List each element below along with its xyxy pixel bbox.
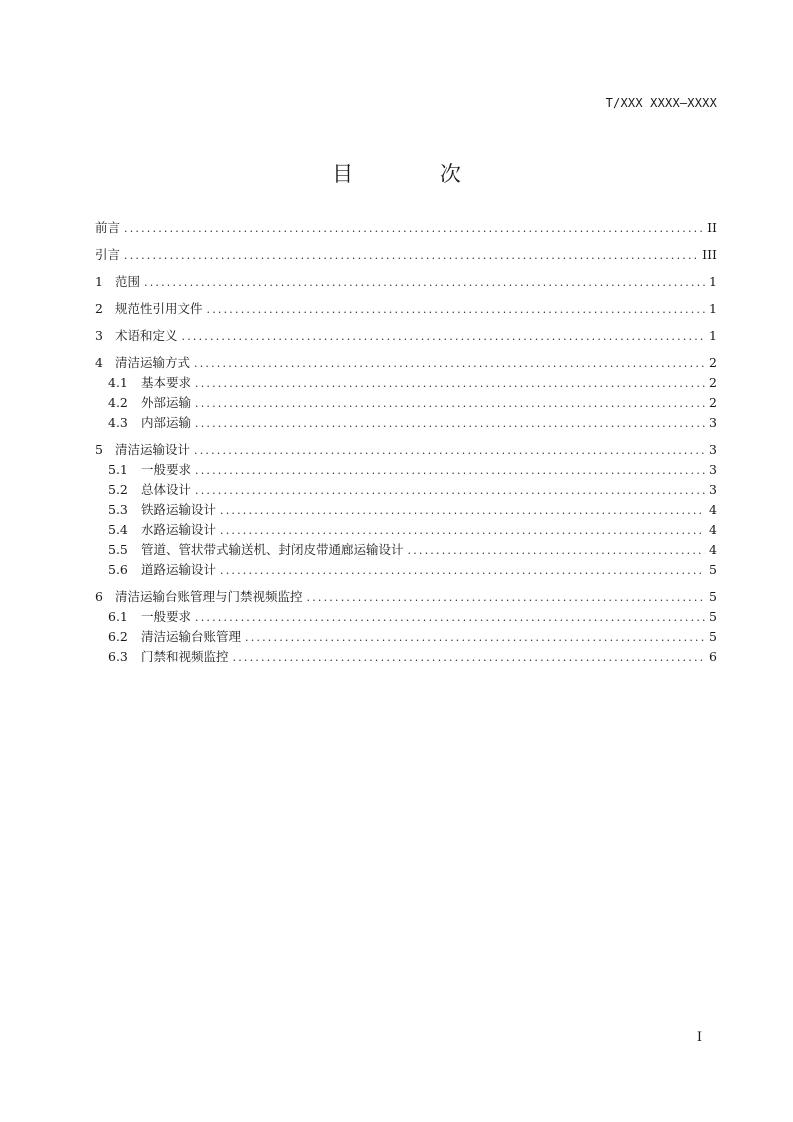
dot-leader — [194, 354, 705, 374]
dot-leader — [220, 521, 705, 541]
toc-entry-page: II — [707, 220, 717, 235]
dot-leader — [195, 481, 705, 501]
toc-entry-label: 内部运输 — [141, 415, 192, 430]
toc-entry-page: 3 — [709, 482, 717, 497]
toc-entry-5[interactable] — [95, 440, 717, 460]
toc-entry-6-2[interactable] — [95, 627, 717, 647]
toc-entry-number: 4.1 — [108, 375, 128, 390]
toc-entry-label: 前言 — [95, 220, 121, 235]
toc-entry-page: 3 — [709, 442, 717, 457]
toc-entry-page: 2 — [709, 395, 717, 410]
toc-entry-label: 外部运输 — [141, 395, 192, 410]
toc-entry-page: 5 — [709, 562, 717, 577]
toc-entry-5-5[interactable] — [95, 540, 717, 560]
toc-entry-number: 1 — [95, 274, 103, 289]
toc-entry-label: 铁路运输设计 — [141, 502, 217, 517]
toc-entry-preface[interactable] — [95, 218, 717, 238]
toc-entry-5-1[interactable] — [95, 460, 717, 480]
toc-entry-page: 4 — [709, 502, 717, 517]
toc-entry-label: 清洁运输方式 — [115, 355, 191, 370]
toc-entry-number: 6 — [95, 589, 103, 604]
dot-leader — [220, 501, 705, 521]
toc-entry-5-3[interactable] — [95, 500, 717, 520]
toc-entry-page: 1 — [709, 301, 717, 316]
toc-entry-4-1[interactable] — [95, 373, 717, 393]
toc-entry-number: 5.1 — [108, 462, 128, 477]
toc-entry-4-2[interactable] — [95, 393, 717, 413]
document-code: T/XXX XXXX—XXXX — [605, 96, 717, 110]
toc-entry-label: 范围 — [115, 274, 141, 289]
toc-entry-6-3[interactable] — [95, 647, 717, 667]
toc-entry-label: 一般要求 — [141, 462, 192, 477]
toc-entry-number: 6.3 — [108, 649, 128, 664]
toc-entry-5-6[interactable] — [95, 560, 717, 580]
toc-entry-label: 道路运输设计 — [141, 562, 217, 577]
toc-entry-page: 6 — [709, 649, 717, 664]
dot-leader — [233, 648, 705, 668]
toc-entry-label: 清洁运输台账管理与门禁视频监控 — [115, 589, 303, 604]
toc-entry-label: 术语和定义 — [115, 328, 178, 343]
toc-entry-label: 一般要求 — [141, 609, 192, 624]
toc-entry-label: 管道、管状带式输送机、封闭皮带通廊运输设计 — [141, 542, 404, 557]
toc-entry-6-1[interactable] — [95, 607, 717, 627]
dot-leader — [124, 246, 698, 266]
dot-leader — [220, 561, 705, 581]
toc-entry-number: 5.5 — [108, 542, 128, 557]
toc-entry-page: III — [702, 247, 717, 262]
dot-leader — [307, 588, 705, 608]
dot-leader — [182, 327, 705, 347]
toc-entry-3[interactable] — [95, 326, 717, 346]
toc-entry-page: 5 — [709, 589, 717, 604]
toc-entry-page: 4 — [709, 542, 717, 557]
dot-leader — [194, 441, 705, 461]
dot-leader — [195, 608, 705, 628]
toc-entry-label: 基本要求 — [141, 375, 192, 390]
toc-entry-number: 4.2 — [108, 395, 128, 410]
toc-entry-page: 2 — [709, 375, 717, 390]
table-of-contents — [95, 218, 717, 667]
toc-entry-6[interactable] — [95, 587, 717, 607]
dot-leader — [408, 541, 705, 561]
dot-leader — [207, 300, 705, 320]
dot-leader — [144, 273, 705, 293]
toc-entry-label: 门禁和视频监控 — [141, 649, 229, 664]
toc-entry-number: 3 — [95, 328, 103, 343]
toc-entry-page: 2 — [709, 355, 717, 370]
toc-entry-label: 清洁运输设计 — [115, 442, 191, 457]
toc-entry-label: 引言 — [95, 247, 121, 262]
toc-entry-label: 水路运输设计 — [141, 522, 217, 537]
dot-leader — [195, 394, 705, 414]
toc-entry-label: 总体设计 — [141, 482, 192, 497]
toc-entry-number: 5.2 — [108, 482, 128, 497]
dot-leader — [245, 628, 705, 648]
toc-entry-4-3[interactable] — [95, 413, 717, 433]
toc-entry-number: 5.6 — [108, 562, 128, 577]
toc-entry-label: 清洁运输台账管理 — [141, 629, 242, 644]
dot-leader — [195, 461, 705, 481]
toc-entry-number: 4.3 — [108, 415, 128, 430]
toc-title: 目 次 — [332, 162, 501, 186]
toc-entry-number: 2 — [95, 301, 103, 316]
toc-entry-5-4[interactable] — [95, 520, 717, 540]
toc-entry-page: 5 — [709, 609, 717, 624]
toc-entry-page: 5 — [709, 629, 717, 644]
toc-entry-page: 1 — [709, 274, 717, 289]
toc-entry-4[interactable] — [95, 353, 717, 373]
toc-entry-number: 6.2 — [108, 629, 128, 644]
toc-entry-number: 6.1 — [108, 609, 128, 624]
toc-entry-label: 规范性引用文件 — [115, 301, 203, 316]
dot-leader — [195, 374, 705, 394]
toc-entry-page: 3 — [709, 415, 717, 430]
toc-entry-page: 4 — [709, 522, 717, 537]
page-number: I — [696, 1030, 702, 1045]
toc-entry-number: 5.3 — [108, 502, 128, 517]
toc-entry-number: 4 — [95, 355, 103, 370]
toc-entry-5-2[interactable] — [95, 480, 717, 500]
toc-entry-2[interactable] — [95, 299, 717, 319]
dot-leader — [124, 219, 703, 239]
toc-entry-number: 5 — [95, 442, 103, 457]
toc-entry-introduction[interactable] — [95, 245, 717, 265]
dot-leader — [195, 414, 705, 434]
toc-entry-page: 1 — [709, 328, 717, 343]
toc-entry-1[interactable] — [95, 272, 717, 292]
toc-entry-number: 5.4 — [108, 522, 128, 537]
toc-entry-page: 3 — [709, 462, 717, 477]
